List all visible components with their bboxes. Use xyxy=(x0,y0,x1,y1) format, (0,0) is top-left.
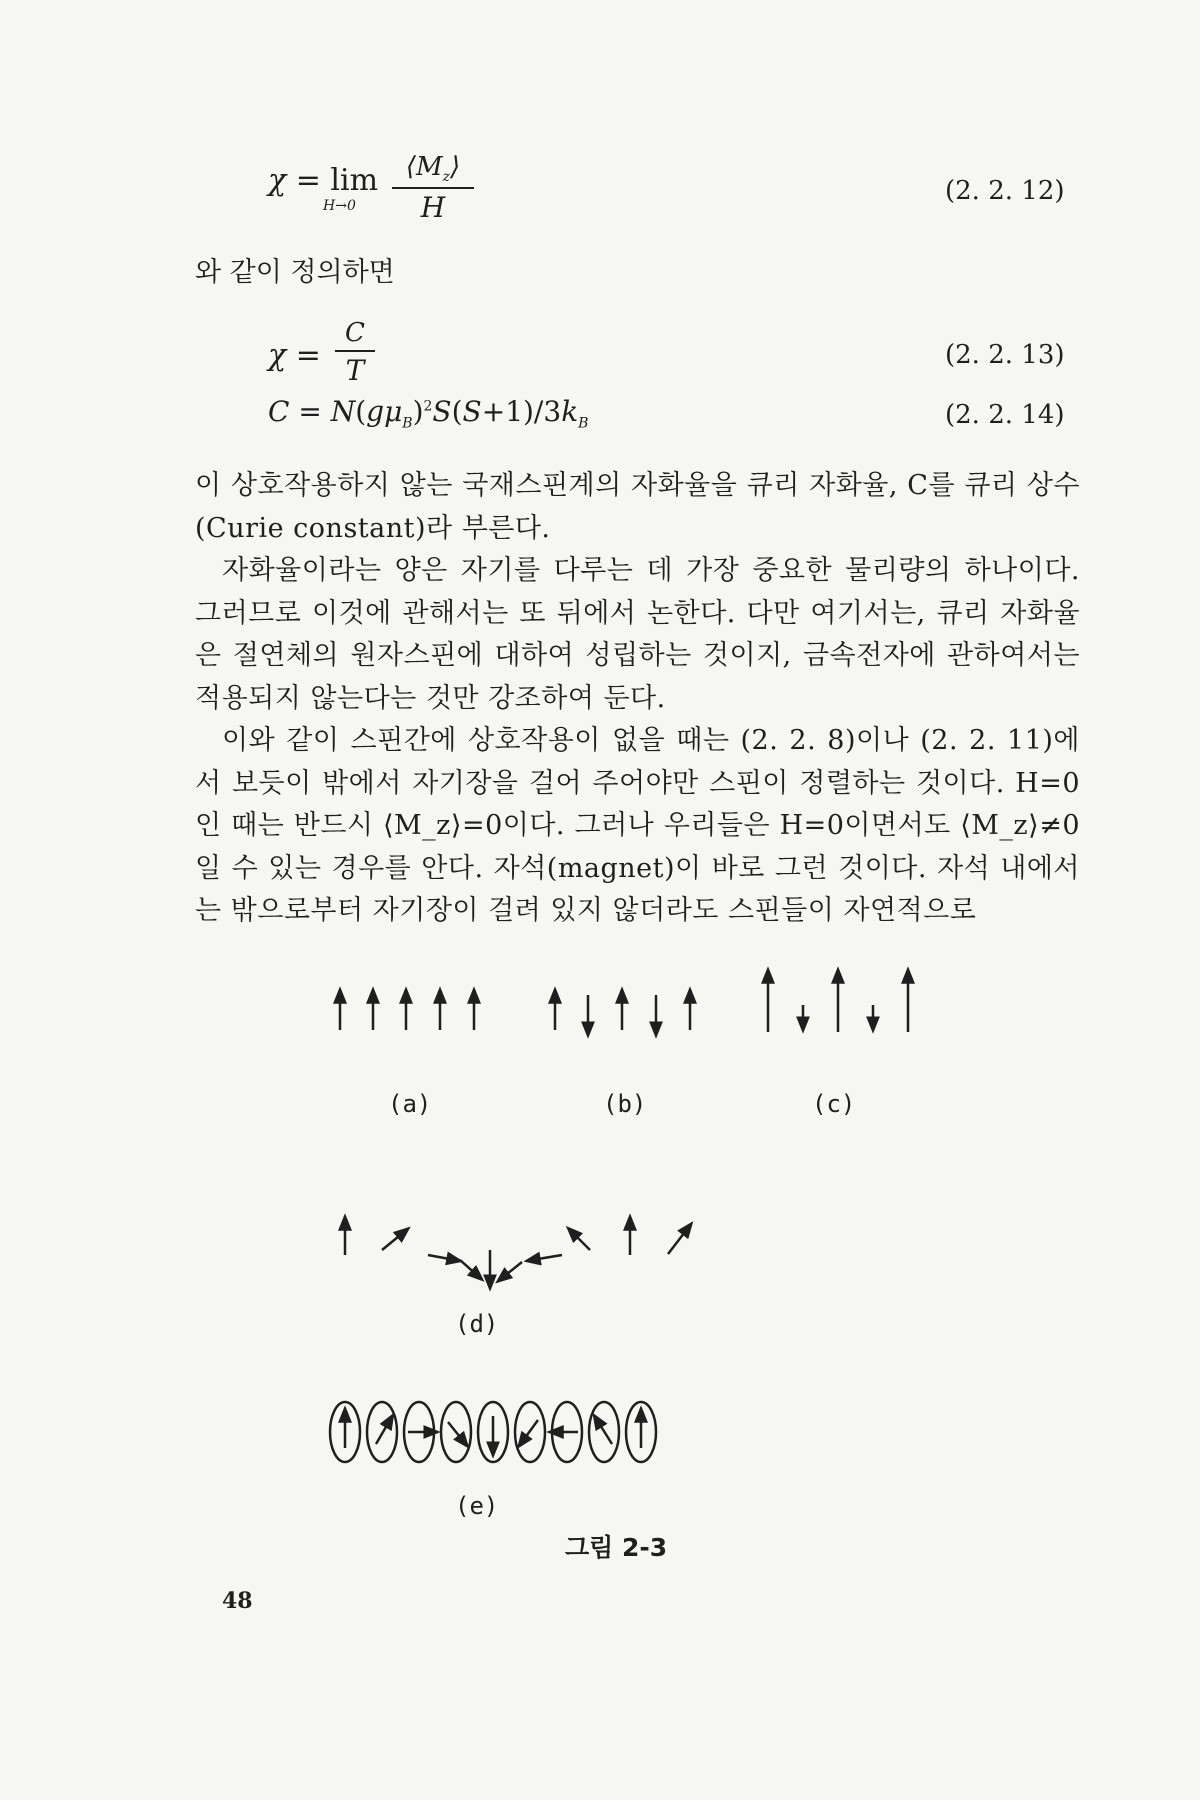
spin-group-c xyxy=(768,975,908,1032)
equation-number: (2. 2. 12) xyxy=(945,176,1065,206)
figure-label-b: (b) xyxy=(603,1090,647,1118)
equation-number: (2. 2. 13) xyxy=(945,340,1065,370)
paragraph-2: 자화율이라는 양은 자기를 다루는 데 가장 중요한 물리량의 하나이다. 그러므로 이것에 관해서는 또 뒤에서 논한다. 다만 여기서는, 큐리 자화율은 절연체의 원자스핀에 대하여 성립하는 것이지, 금속전자에 관하여서는 적용되지 않는다는 것만 강조하여 둔다. xyxy=(195,555,1080,714)
fraction-c-over-t: C T xyxy=(335,318,375,387)
spin-group-b xyxy=(555,995,690,1030)
limit-subscript: H→0 xyxy=(323,198,356,214)
equation-number: (2. 2. 14) xyxy=(945,400,1065,430)
book-page: χ = lim H→0 $⟨M_z⟩$ H (2. 2. 12) 와 같이 정의하면 χ = C T (2. 2. 13) $C = N(g\mu_B)^2S(S+1)/3k_B$ (2. 2. 14) 이 상호작용하지 않는 국재스핀계의 자화율을 큐리 자화율, C를 큐리 상수(Curie constant)라 부른다. 자화율이라는 양은 자기를 다루는 데 가장 중요한 물리량의 하나이다. 그러므로 이것에 관해서는 또 뒤에서 논한다. 다만 여기서는, 큐리 자화율은 절연체의 원자스핀에 대하여 성립하는 것이지, 금속전자에 관하여서는 적용되지 않는다는 것만 강조하여 둔다. 이와 같이 스핀간에 상호작용이 없을 때는 (2. 2. 8)이나 (2. 2. 11)에서 보듯이 밖에서 자기장을 걸어 주어야만 스핀이 정렬하는 것이다. H=0인 때는 반드시 ⟨M_z⟩=0이다. 그러나 우리들은 H=0이면서도 ⟨M_z⟩≠0일 수 있는 경우를 안다. 자석(magnet)이 바로 그런 것이다. 자석 내에서는 밖으로부터 자기장이 걸려 있지 않더라도 스핀들이 자연적으로 (a) (b) (c) (d) (e) 그림 2-3 48 xyxy=(0,0,1200,1800)
figure-label-d: (d) xyxy=(455,1310,499,1338)
intro-text: 와 같이 정의하면 xyxy=(195,257,395,288)
figure-label-a: (a) xyxy=(388,1090,432,1118)
spin-group-e xyxy=(330,1402,656,1462)
figure-label-e: (e) xyxy=(455,1492,499,1520)
spin-group-d xyxy=(345,1222,688,1283)
fraction-mz-over-h: $⟨M_z⟩$ H xyxy=(392,152,474,224)
page-number: 48 xyxy=(222,1588,253,1614)
paragraph-1: 이 상호작용하지 않는 국재스핀계의 자화율을 큐리 자화율, C를 큐리 상수(Curie constant)라 부른다. xyxy=(195,470,1080,544)
paragraph-3: 이와 같이 스핀간에 상호작용이 없을 때는 (2. 2. 8)이나 (2. 2. 11)에서 보듯이 밖에서 자기장을 걸어 주어야만 스핀이 정렬하는 것이다. H=0인 때는 반드시 ⟨M_z⟩=0이다. 그러나 우리들은 H=0이면서도 ⟨M_z⟩≠0일 수 있는 경우를 안다. 자석(magnet)이 바로 그런 것이다. 자석 내에서는 밖으로부터 자기장이 걸려 있지 않더라도 스핀들이 자연적으로 xyxy=(195,725,1080,926)
figure-caption: 그림 2-3 xyxy=(565,1533,668,1562)
curie-constant-formula: $C = N(g\mu_B)^2S(S+1)/3k_B$ xyxy=(268,395,589,432)
spin-group-a xyxy=(340,995,474,1030)
figure-label-c: (c) xyxy=(812,1090,856,1118)
